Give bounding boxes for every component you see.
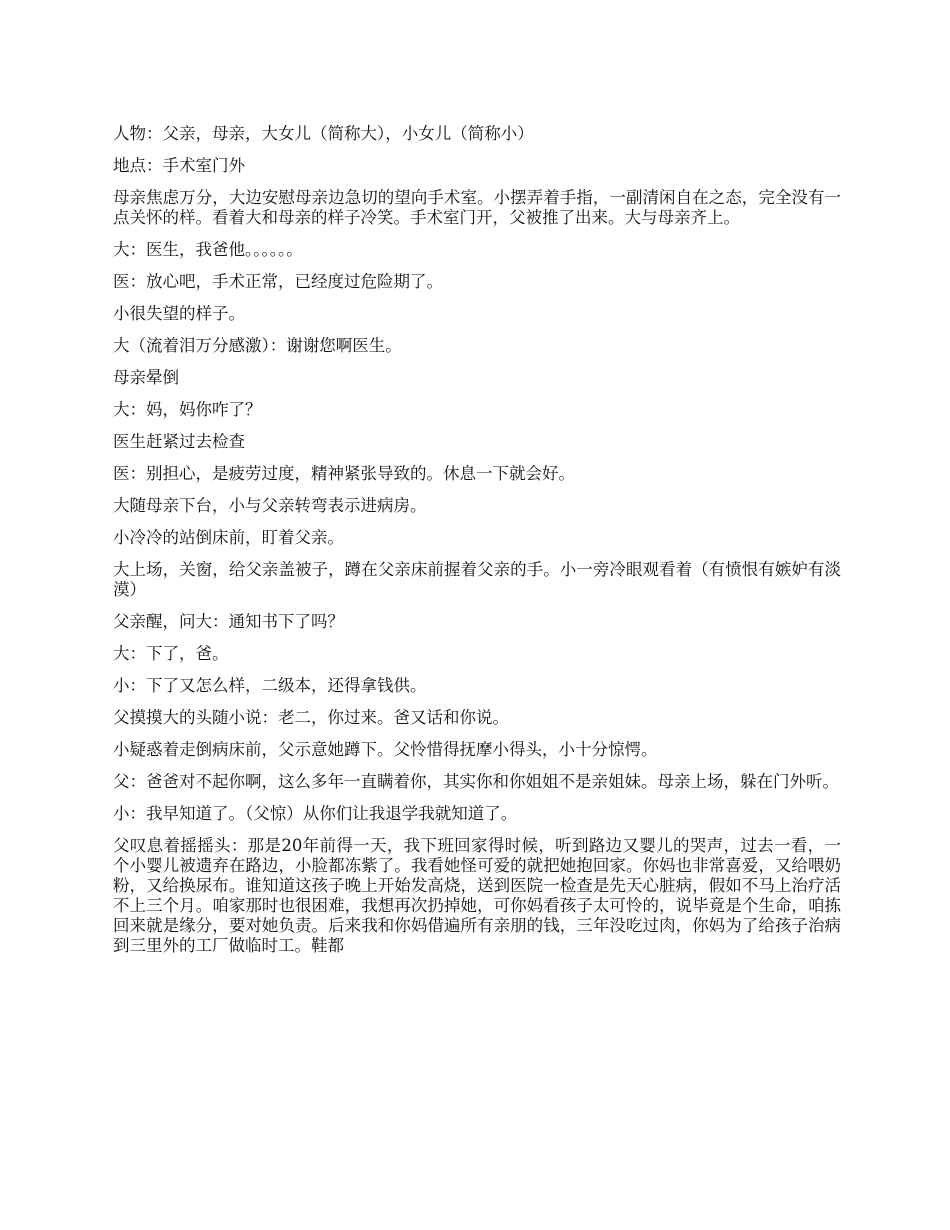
dialogue-line: 大：下了，爸。 [113,644,229,663]
characters-line: 人物：父亲，母亲，大女儿（简称大），小女儿（简称小） [113,124,534,143]
dialogue-line: 医：放心吧，手术正常，已经度过危险期了。 [113,272,443,291]
dialogue-line: 父亲醒，问大：通知书下了吗？ [113,612,344,631]
dialogue-line: 父叹息着摇摇头：那是20年前得一天，我下班回家得时候，听到路边又婴儿的哭声，过去一看，一个小婴儿被遗弃在路边，小脸都冻紫了。我看她怪可爱的就把她抱回家。你妈也非常喜爱，又给喂奶粉，又给换尿布。谁知道这孩子晚上开始发高烧，送到医院一检查是先天心脏病，假如不马上治疗活不上三个月。咱家那时也很困难，我想再次扔掉她，可你妈看孩子太可怜的，说毕竟是个生命，咱拣回来就是缘分，要对她负责。后来我和你妈借遍所有亲朋的钱，三年没吃过肉，你妈为了给孩子治病到三里外的工厂做临时工。鞋都 [113,836,841,955]
stage-direction: 母亲焦虑万分，大边安慰母亲边急切的望向手术室。小摆弄着手指，一副清闲自在之态，完全没有一点关怀的样。看着大和母亲的样子冷笑。手术室门开，父被推了出来。大与母亲齐上。 [113,188,841,227]
location-line: 地点：手术室门外 [113,156,245,175]
stage-direction: 小很失望的样子。 [113,304,245,323]
stage-direction: 小冷冷的站倒床前，盯着父亲。 [113,528,344,547]
stage-direction: 母亲晕倒 [113,368,179,387]
dialogue-line: 大（流着泪万分感激）：谢谢您啊医生。 [113,336,402,355]
dialogue-line: 大：医生，我爸他。。。。。。 [113,240,303,259]
dialogue-line: 小：我早知道了。（父惊）从你们让我退学我就知道了。 [113,804,518,823]
dialogue-line: 小：下了又怎么样，二级本，还得拿钱供。 [113,676,427,695]
dialogue-line: 父摸摸大的头随小说：老二，你过来。爸又话和你说。 [113,708,509,727]
stage-direction: 小疑惑着走倒病床前，父示意她蹲下。父怜惜得抚摩小得头，小十分惊愕。 [113,740,658,759]
stage-direction: 大上场，关窗，给父亲盖被子，蹲在父亲床前握着父亲的手。小一旁冷眼观看着（有愤恨有嫉妒有淡漠） [113,560,841,599]
stage-direction: 大随母亲下台，小与父亲转弯表示进病房。 [113,496,427,515]
dialogue-line: 医：别担心，是疲劳过度，精神紧张导致的。休息一下就会好。 [113,464,575,483]
stage-direction: 医生赶紧过去检查 [113,432,245,451]
dialogue-line: 父：爸爸对不起你啊，这么多年一直瞒着你，其实你和你姐姐不是亲姐妹。母亲上场，躲在门外听。 [113,772,839,791]
dialogue-line: 大：妈，妈你咋了？ [113,400,262,419]
document-body [113,124,841,968]
